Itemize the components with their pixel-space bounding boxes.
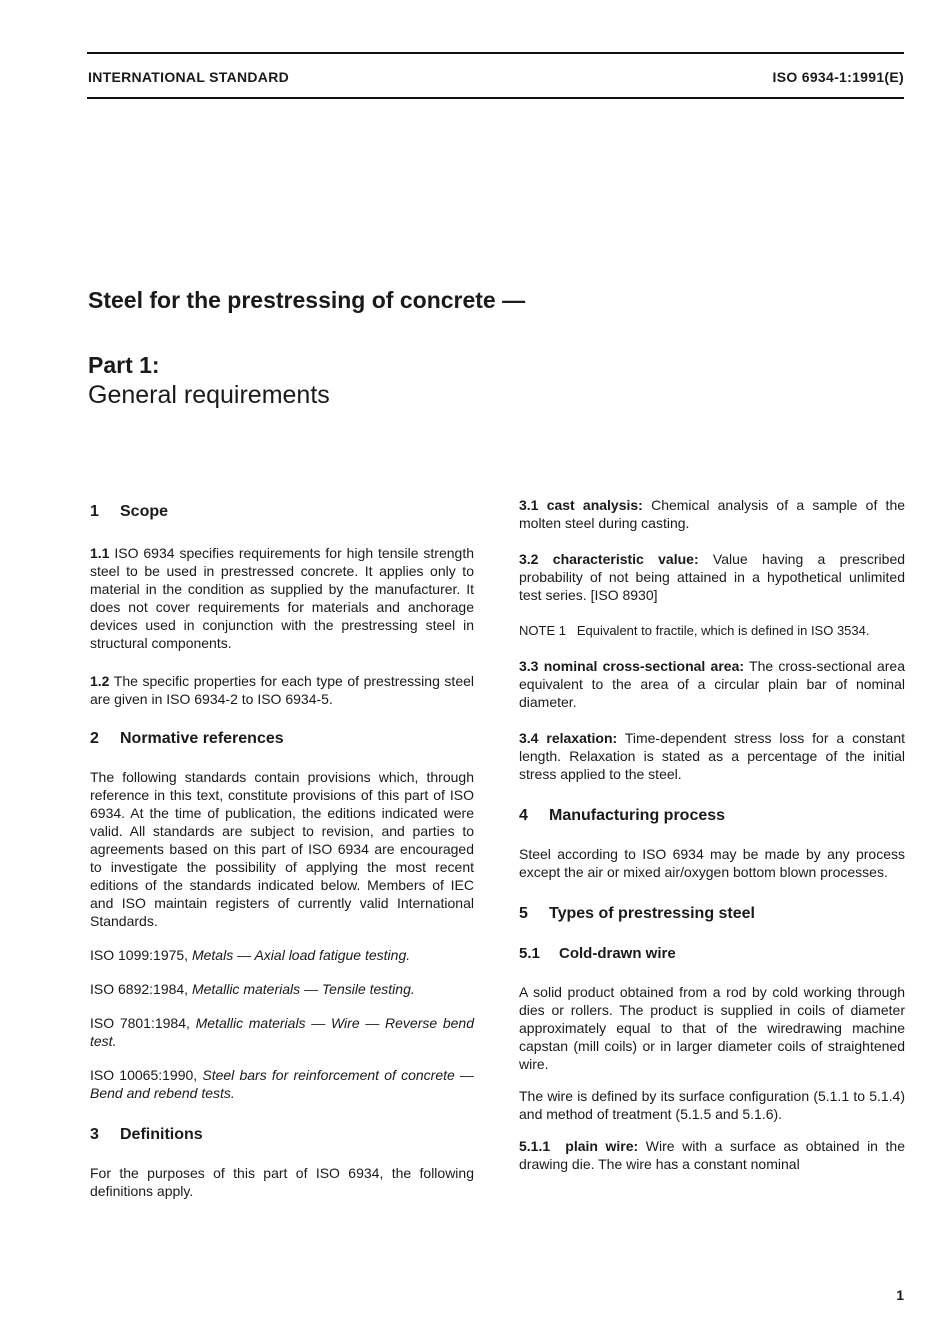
section-heading-scope — [90, 503, 474, 521]
definition-text: Chemical analysis of a sample of the molten steel during casting. — [519, 497, 906, 531]
reference-item — [90, 1014, 474, 1050]
section-heading-definitions — [90, 1126, 474, 1144]
reference-item — [90, 980, 474, 998]
subsection-title: Cold-drawn wire — [559, 945, 676, 962]
clause-number: 1.2 — [90, 673, 110, 689]
normative-references-text: The following standards contain provisions which, through reference in this text, constitute provisions of this part of ISO 6934. At the time of publication, the editions indicated were valid. All standards are subject to revision, and parties to agreements based on this part of ISO 6934 are encouraged to investigate the possibility of applying the most recent editions of the standards indicated below. Members of IEC and ISO maintain registers of currently valid International Standards. — [90, 769, 474, 929]
section-number: 1 — [90, 503, 99, 520]
section-heading-manufacturing-process — [519, 807, 905, 825]
clause-number: 3.2 — [519, 551, 539, 567]
section-title: Types of prestressing steel — [549, 905, 755, 922]
reference-title: Steel bars for reinforcement of concrete — Bend and rebend tests. — [90, 1067, 474, 1101]
section-title: Normative references — [120, 730, 284, 747]
reference-title: Metallic materials — Wire — Reverse bend test. — [90, 1015, 475, 1049]
reference-code: ISO 1099:1975, — [90, 947, 189, 963]
section-number: 2 — [90, 730, 99, 747]
definitions-intro: For the purposes of this part of ISO 6934, the following definitions apply. — [90, 1165, 474, 1199]
clause-number: 3.1 — [519, 497, 539, 513]
term: relaxation: — [546, 730, 618, 746]
definition-text: Wire with a surface as obtained in the drawing die. The wire has a constant nominal — [519, 1138, 905, 1172]
section-heading-types-of-steel — [519, 905, 905, 923]
section-number: 5 — [519, 905, 528, 922]
section-heading-normative-references — [90, 730, 474, 748]
definition-3-1 — [519, 496, 905, 532]
clause-number: 3.4 — [519, 730, 539, 746]
reference-item — [90, 1066, 474, 1102]
subsection-heading-cold-drawn-wire — [519, 945, 905, 963]
reference-title: Metals — Axial load fatigue testing. — [191, 947, 411, 963]
left-column — [90, 503, 474, 1200]
definition-text: The cross-sectional area equivalent to the area of a circular plain bar of nominal diameter. — [519, 658, 905, 710]
term: plain wire: — [565, 1138, 639, 1154]
reference-title: Metallic materials — Tensile testing. — [191, 981, 415, 997]
definition-3-2 — [519, 550, 905, 604]
definition-3-4 — [519, 729, 905, 783]
definition-text: Time-dependent stress loss for a constant length. Relaxation is stated as a percentage of the initial stress applied to the steel. — [519, 730, 906, 782]
cold-drawn-wire-text: A solid product obtained from a rod by cold working through dies or rollers. The product is supplied in coils of diameter approximately equal to that of the wiredrawing machine capstan (mill coils) or in larger diameter coils of straightened wire. — [519, 984, 905, 1072]
section-number: 3 — [90, 1126, 99, 1143]
clause-number: 3.3 — [519, 658, 539, 674]
reference-code: ISO 7801:1984, — [90, 1015, 190, 1031]
part-label: Part 1: — [88, 352, 160, 378]
manufacturing-process-text: Steel according to ISO 6934 may be made by any process except the air or mixed air/oxygen bottom blown processes. — [519, 846, 905, 880]
term: characteristic value: — [552, 551, 699, 567]
header-top-rule — [87, 52, 904, 54]
clause-1-1 — [90, 544, 474, 652]
clause-text: ISO 6934 specifies requirements for high tensile strength steel to be used in prestressed concrete. It applies only to material in the condition as supplied by the manufacturer. It does not cover requirements for materials and anchorage devices used in conjunction with the prestressing steel in structural components. — [90, 545, 474, 651]
note-label: NOTE 1 — [519, 623, 566, 638]
definition-3-3 — [519, 657, 905, 711]
definition-5-1-1 — [519, 1137, 905, 1173]
clause-number: 5.1.1 — [519, 1138, 551, 1154]
term: cast analysis: — [546, 497, 643, 513]
section-title: Scope — [120, 503, 169, 520]
note-1 — [519, 622, 905, 639]
note-text: Equivalent to fractile, which is defined in ISO 3534. — [576, 623, 870, 638]
reference-code: ISO 10065:1990, — [90, 1067, 198, 1083]
header-bottom-rule — [87, 97, 904, 99]
page-number: 1 — [896, 1287, 904, 1303]
clause-number: 1.1 — [90, 545, 110, 561]
section-number: 4 — [519, 807, 528, 824]
clause-1-2 — [90, 672, 474, 708]
reference-item — [90, 946, 474, 964]
section-title: Definitions — [120, 1126, 203, 1143]
document-number: ISO 6934-1:1991(E) — [772, 69, 904, 85]
definition-text: Value having a prescribed probability of not being attained in a hypothetical unlimited test series. [ISO 8930] — [519, 551, 906, 603]
wire-definition-text: The wire is defined by its surface configuration (5.1.1 to 5.1.4) and method of treatment (5.1.5 and 5.1.6). — [519, 1088, 905, 1122]
right-column — [519, 496, 905, 1173]
clause-text: The specific properties for each type of prestressing steel are given in ISO 6934-2 to ISO 6934-5. — [90, 673, 474, 707]
part-subtitle: General requirements — [88, 381, 330, 409]
document-type: INTERNATIONAL STANDARD — [88, 69, 290, 85]
section-title: Manufacturing process — [549, 807, 726, 824]
term: nominal cross-sectional area: — [543, 658, 745, 674]
subsection-number: 5.1 — [519, 945, 540, 962]
reference-code: ISO 6892:1984, — [90, 981, 189, 997]
document-title: Steel for the prestressing of concrete — — [88, 287, 526, 313]
